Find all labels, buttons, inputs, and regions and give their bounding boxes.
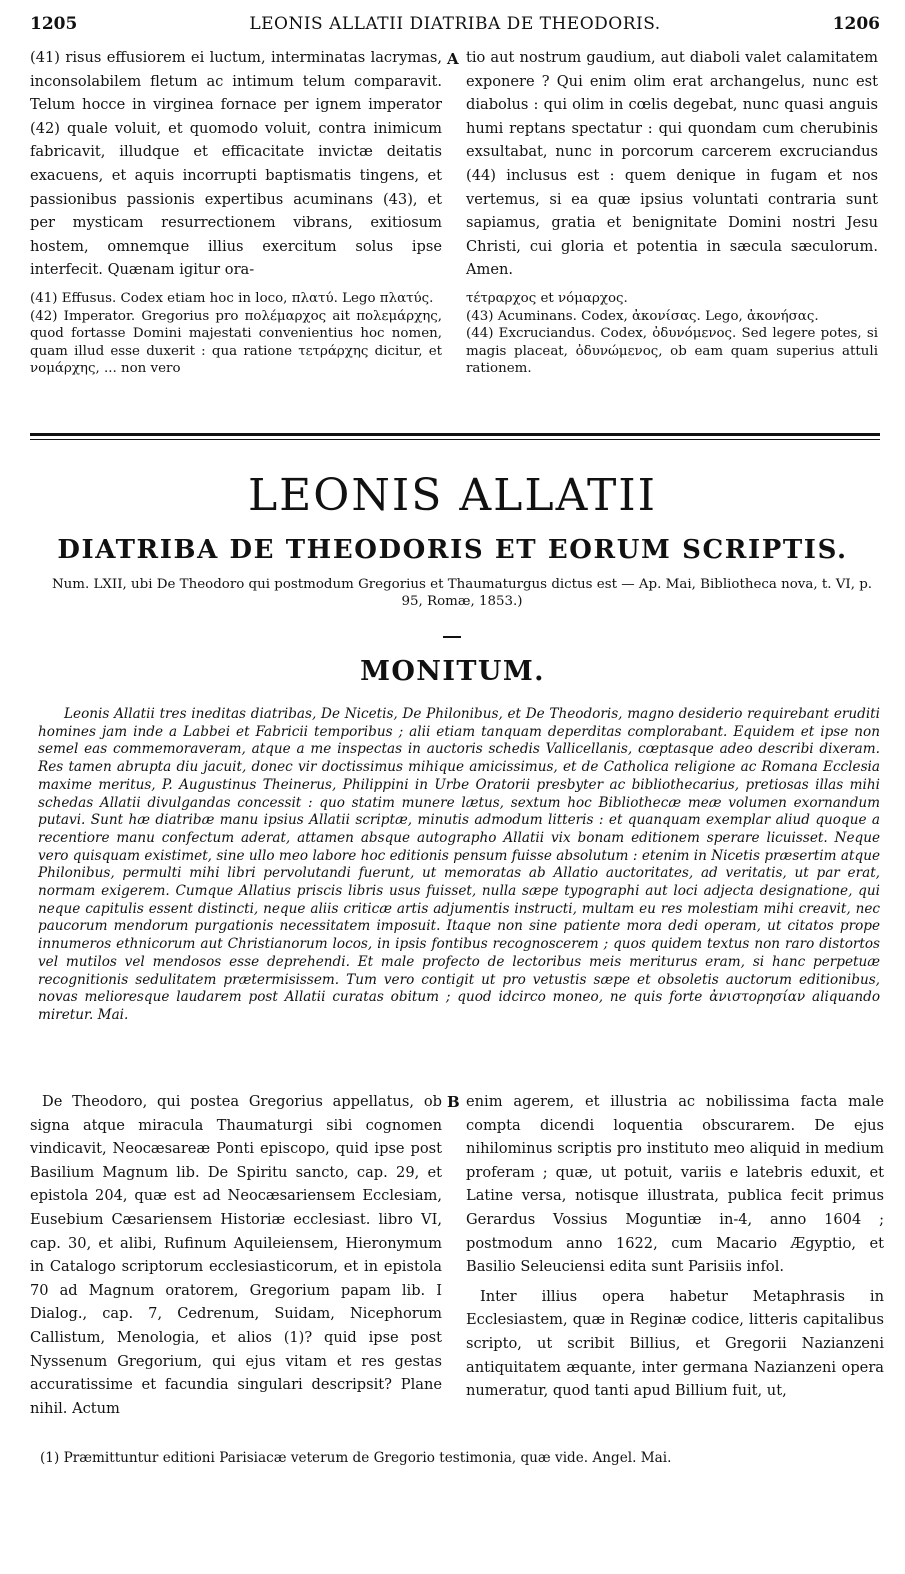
monitum-heading: MONITUM. (360, 656, 545, 687)
top-right-column (466, 46, 878, 378)
page-number-left: 1205 (30, 14, 78, 34)
footnote: (1) Præmittuntur editioni Parisiacæ veterum de Gregorio testimonia, quæ vide. Angel. Mai. (40, 1450, 672, 1466)
monitum-text: Leonis Allatii tres ineditas diatribas, De Nicetis, De Philonibus, et De Theodoris, magno desiderio requirebant eruditi homines jam inde a Labbei et Fabricii temporibus ; alii etiam tanquam deperditas complorabant. Equidem et ipse non semel eas commemoraveram, atque a me inspectas in auctoris schedis Vallicellanis, cœptasque adeo describi dixeram. Res tamen abrupta diu jacuit, donec vir doctissimus mihique amicissimus, et de Catholica religione ac Romana Ecclesia maxime meritus, P. Augustinus Theinerus, Philippini in Urbe Oratorii presbyter ac bibliothecarius, pretiosas illas mihi schedas Allatii divulgandas concessit : quo statim munere lætus, sextum hoc Bibliothecæ meæ volumen exornandum putavi. Sunt hæ diatribæ manu ipsius Allatii scriptæ, minutis admodum litteris : et quanquam exemplar aliud quoque a recentiore manu confectum aderat, attamen absque autographo Allatii vix bonam editionem sperare licuisset. Neque vero quisquam existimet, sine ullo meo labore hoc editionis pensum fuisse absolutum : etenim in Nicetis præsertim atque Philonibus, permulti mihi libri pervolutandi fuerunt, ut memoratas ab Allatio auctoritates, ad veritatis, ut par erat, normam exigerem. Cumque Allatius priscis libris usus fuisset, nulla sæpe typographi aut loci adjecta designatione, qui neque capitulis essent distincti, neque aliis criticæ artis adjumentis instructi, multam eu res molestiam mihi creavit, nec paucorum mendorum purgationis necessitatem imposuit. Itaque non sine patiente mora dedi operam, ut citatos prope innumeros ethnicorum aut Christianorum locos, in ipsis fontibus recognoscerem ; quos quidem textus non raro distortos vel mutilos vel mendosos esse deprehendi. Et male profecto de lectoribus meis meriturus eram, si hanc perpetuæ recognitionis sedulitatem prætermisissem. Tum vero contigit ut pro vetustis sæpe et obsoletis auctorum editionibus, novas melioresque laudarem post Allatii curatas obitum ; quod idcirco moneo, ne quis forte ἀνιστορησίαν aliquando miretur. Mai. (38, 706, 880, 1023)
top-left-text: (41) risus effusiorem ei luctum, interminatas lacrymas, inconsolabilem fletum ac intimum telum comparavit. Telum hocce in virginea fornace per ignem imperator (42) quale voluit, et quomodo voluit, contra inimicum fabricavit, illudque et efficacitate invictæ deitatis exacuens, et aquis incorrupti baptismatis tingens, et passionibus passionis expertibus acuminans (43), et per mysticam resurrectionem vibrans, exitiosum hostem, omnemque illius exercitum solus ipse interfecit. Quænam igitur ora- (30, 49, 442, 279)
section-rule-thick (30, 433, 880, 436)
treatise-subtitle: DIATRIBA DE THEODORIS ET EORUM SCRIPTIS. (57, 535, 848, 565)
bottom-right-column (466, 1090, 884, 1403)
page-header (30, 14, 880, 36)
page-number-right: 1206 (832, 14, 880, 34)
top-right-text: tio aut nostrum gaudium, aut diaboli valet calamitatem exponere ? Qui enim olim erat archangelus, nunc est diabolus : qui olim in cœlis degebat, nunc quasi anguis humi reptans spectatur : qui quondam cum cherubinis exsultabat, nunc in porcorum carcerem excruciandus (44) inclusus est : quem denique in fugam et nos vertemus, si ea quæ ipsius voluntati contraria sunt sapiamus, gratia et benignitate Domini nostri Jesu Christi, cui gloria et potentia in sæcula sæculorum. Amen. (466, 49, 878, 279)
running-title: LEONIS ALLATII DIATRIBA DE THEODORIS. (249, 14, 661, 34)
title-dash (443, 636, 461, 638)
note-43: (43) Acuminans. Codex, ἀκονίσας. Lego, ἀκονήσας. (466, 308, 819, 324)
column-marker-a: A (447, 50, 459, 68)
note-42-continued: τέτραρχος et νόμαρχος. (466, 290, 628, 306)
top-left-column (30, 46, 442, 378)
monitum-body (38, 706, 880, 1025)
note-41: (41) Effusus. Codex etiam hoc in loco, πλατύ. Lego πλατύς. (30, 290, 434, 306)
section-rule-thin (30, 439, 880, 440)
note-44: (44) Excruciandus. Codex, ὀδυνόμενος. Sed legere potes, si magis placeat, ὀδυνώμενος, ob eam quam superius attuli rationem. (466, 326, 878, 377)
column-marker-b: B (447, 1093, 460, 1111)
bottom-right-paragraph-1: enim agerem, et illustria ac nobilissima facta male compta dicendi loquentia obscurarem. De ejus nihilominus scriptis pro instituto meo aliquid in medium proferam ; quæ, ut potuit, variis e latebris eduxit, et Latine versa, notisque illustrata, publica fecit primus Gerardus Vossius Moguntiæ in-4, anno 1604 ; postmodum anno 1622, cum Macario Ægyptio, et Basilio Seleuciensi edita sunt Parisiis infol. (466, 1093, 884, 1276)
bottom-right-paragraph-2: Inter illius opera habetur Metaphrasis in Ecclesiastem, quæ in Reginæ codice, litteris capitalibus scripto, ut scribit Billius, et Gregorii Nazianzeni antiquitatem æquante, inter germana Nazianzeni opera numeratur, quod tanti apud Billium fuit, ut, (466, 1287, 884, 1400)
source-note: Num. LXII, ubi De Theodoro qui postmodum Gregorius et Thaumaturgus dictus est — Ap. Mai, Bibliotheca nova, t. VI, p. 95, Romæ, 1853.) (51, 577, 873, 609)
treatise-title: LEONIS ALLATII (247, 470, 658, 521)
bottom-left-column (30, 1090, 442, 1420)
bottom-left-text: De Theodoro, qui postea Gregorius appellatus, ob signa atque miracula Thaumaturgi sibi cognomen vindicavit, Neocæsareæ Ponti episcopo, quid ipse post Basilium Magnum lib. De Spiritu sancto, cap. 29, et epistola 204, quæ est ad Neocæsariensem Ecclesiam, Eusebium Cæsariensem Historiæ ecclesiast. libro VI, cap. 30, et alibi, Rufinum Aquileiensem, Hieronymum in Catalogo scriptorum ecclesiasticorum, et in epistola 70 ad Magnum oratorem, Gregorium papam lib. I Dialog., cap. 7, Cedrenum, Suidam, Nicephorum Callistum, Menologia, et alios (1)? quid ipse post Nyssenum Gregorium, qui ejus vitam et res gestas accuratissime et facundia singulari descripsit? Plane nihil. Actum (30, 1093, 442, 1417)
note-42: (42) Imperator. Gregorius pro πολέμαρχος ait πολεμάρχης, quod fortasse Domini majestati convenientius hoc nomen, quam illud esse duxerit : qua ratione τετράρχης dicitur, et νομάρχης, ... non vero (30, 308, 442, 377)
